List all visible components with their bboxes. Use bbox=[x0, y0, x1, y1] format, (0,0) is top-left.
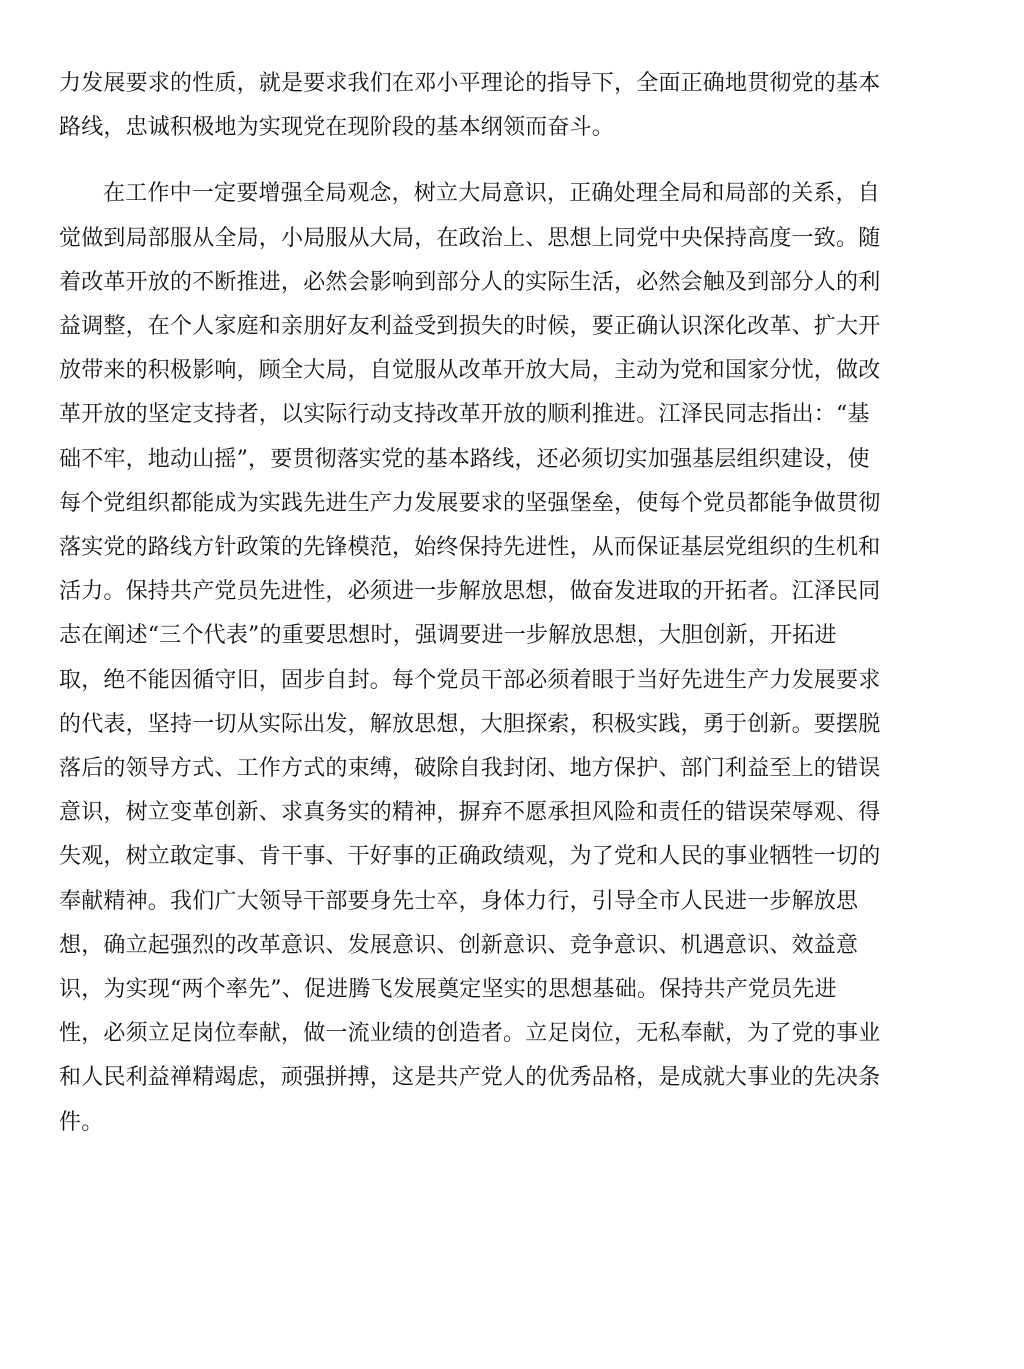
paragraph-2 bbox=[59, 172, 927, 1144]
text-line: 落后的领导方式、工作方式的束缚，破除自我封闭、地方保护、部门利益至上的错误 bbox=[59, 756, 881, 782]
text-line: 在工作中一定要增强全局观念，树立大局意识，正确处理全局和局部的关系，自 bbox=[103, 181, 881, 207]
text-line: 每个党组织都能成为实践先进生产力发展要求的坚强堡垒，使每个党员都能争做贯彻 bbox=[59, 490, 881, 516]
text-line: 意识，树立变革创新、求真务实的精神，摒弃不愿承担风险和责任的错误荣辱观、得 bbox=[59, 800, 881, 826]
text-line: 觉做到局部服从全局，小局服从大局，在政治上、思想上同党中央保持高度一致。随 bbox=[59, 225, 881, 251]
document-page bbox=[59, 62, 927, 1145]
text-line: 础不牢，地动山摇”，要贯彻落实党的基本路线，还必须切实加强基层组织建设，使 bbox=[59, 446, 870, 472]
text-line: 着改革开放的不断推进，必然会影响到部分人的实际生活，必然会触及到部分人的利 bbox=[59, 269, 881, 295]
text-line: 想，确立起强烈的改革意识、发展意识、创新意识、竞争意识、机遇意识、效益意 bbox=[59, 932, 859, 958]
text-line: 和人民利益禅精竭虑，顽强拼搏，这是共产党人的优秀品格，是成就大事业的先决条 bbox=[59, 1065, 881, 1091]
paragraph-1 bbox=[59, 62, 927, 150]
text-line: 落实党的路线方针政策的先锋模范，始终保持先进性，从而保证基层党组织的生机和 bbox=[59, 535, 881, 561]
text-line: 件。 bbox=[59, 1109, 104, 1135]
text-line: 革开放的坚定支持者，以实际行动支持改革开放的顺利推进。江泽民同志指出：“基 bbox=[59, 402, 870, 428]
text-line: 奉献精神。我们广大领导干部要身先士卒，身体力行，引导全市人民进一步解放思 bbox=[59, 888, 859, 914]
text-line: 取，绝不能因循守旧，固步自封。每个党员干部必须着眼于当好先进生产力发展要求 bbox=[59, 667, 881, 693]
text-line: 志在阐述“三个代表”的重要思想时，强调要进一步解放思想，大胆创新，开拓进 bbox=[59, 623, 837, 649]
text-line: 路线，忠诚积极地为实现党在现阶段的基本纲领而奋斗。 bbox=[59, 115, 615, 141]
text-line: 性，必须立足岗位奉献，做一流业绩的创造者。立足岗位，无私奉献，为了党的事业 bbox=[59, 1021, 881, 1047]
text-line: 失观，树立敢定事、肯干事、干好事的正确政绩观，为了党和人民的事业牺牲一切的 bbox=[59, 844, 881, 870]
text-line: 的代表，坚持一切从实际出发，解放思想，大胆探索，积极实践，勇于创新。要摆脱 bbox=[59, 711, 881, 737]
text-line: 活力。保持共产党员先进性，必须进一步解放思想，做奋发进取的开拓者。江泽民同 bbox=[59, 579, 881, 605]
text-line: 力发展要求的性质，就是要求我们在邓小平理论的指导下，全面正确地贯彻党的基本 bbox=[59, 71, 881, 96]
text-line: 益调整，在个人家庭和亲朋好友利益受到损失的时候，要正确认识深化改革、扩大开 bbox=[59, 314, 881, 340]
text-line: 识，为实现“两个率先”、促进腾飞发展奠定坚实的思想基础。保持共产党员先进 bbox=[59, 977, 837, 1003]
text-line: 放带来的积极影响，顾全大局，自觉服从改革开放大局，主动为党和国家分忧，做改 bbox=[59, 358, 881, 384]
